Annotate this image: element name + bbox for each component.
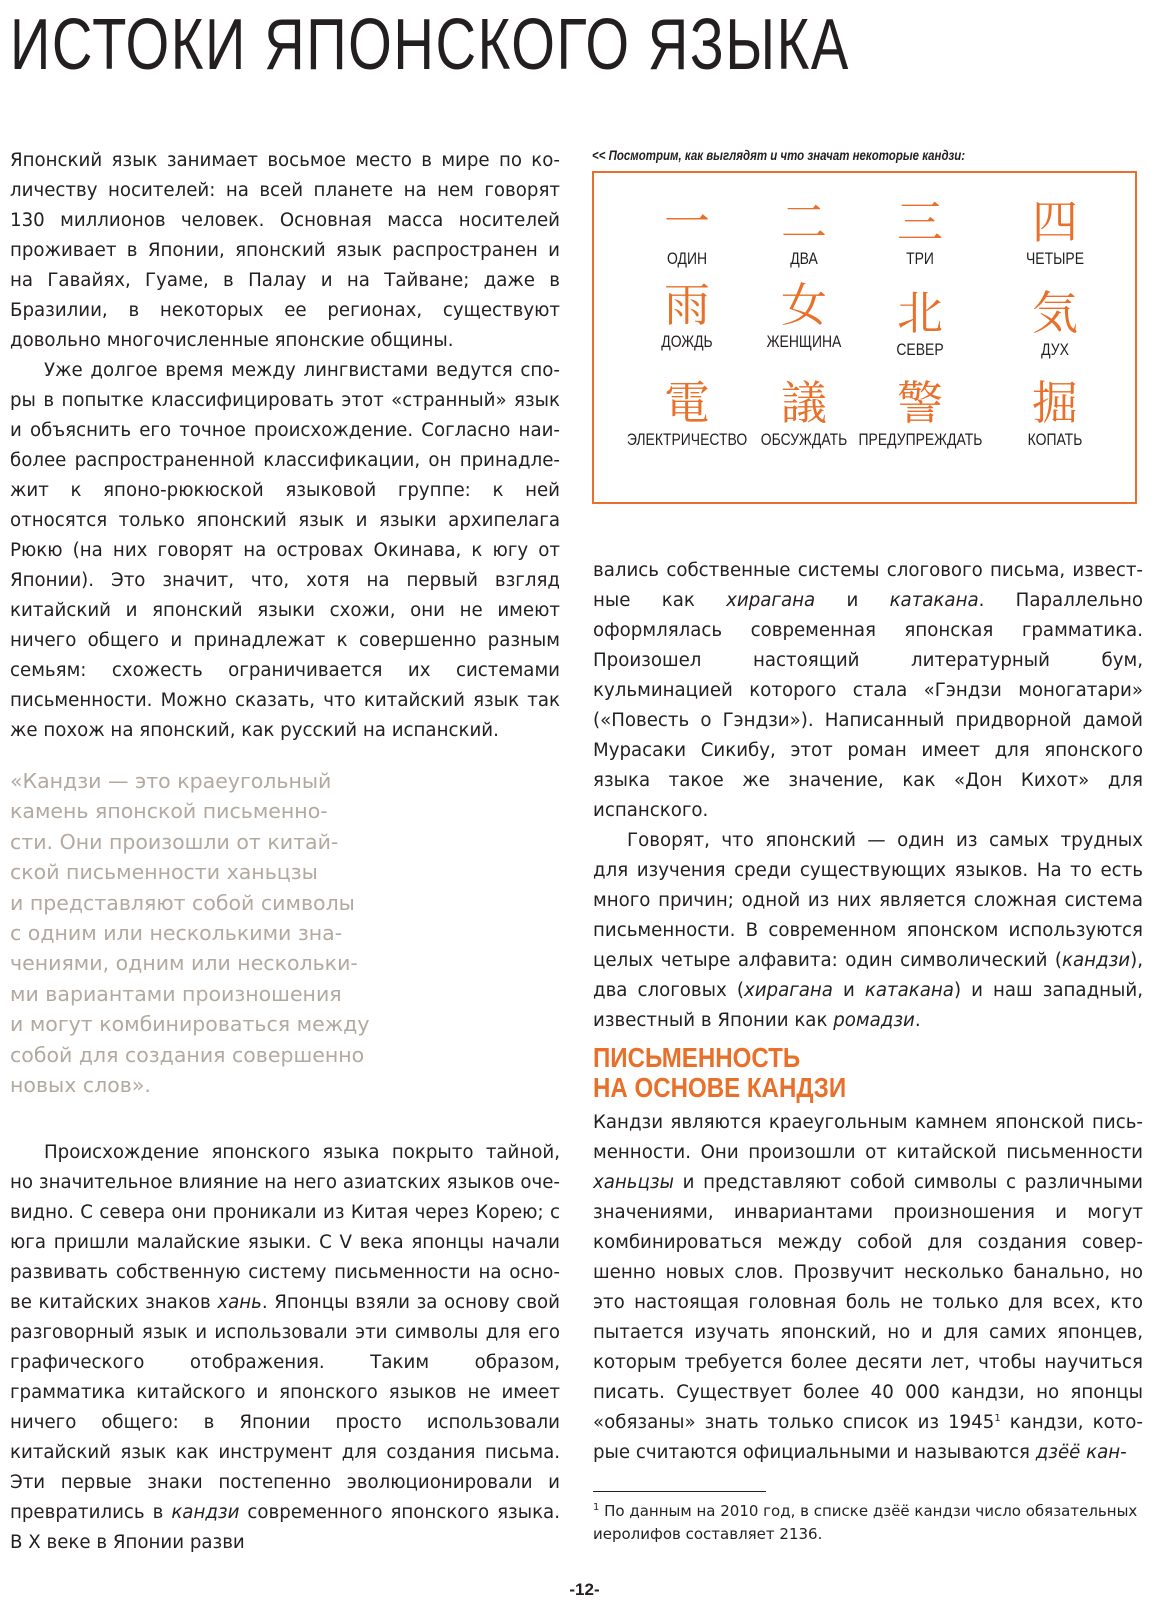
kanji-character: 北 xyxy=(897,286,943,340)
kanji-character: 女 xyxy=(781,278,827,332)
kanji-meaning: ОБСУЖДАТЬ xyxy=(760,430,848,449)
body-text-right-bottom xyxy=(593,1108,1143,1468)
paragraph: Говорят, что японский — один из самых трудных для изучения среди существующих языков. На то есть много причин; одной из них является сложная система письменности. В современном японском используются целых четыре алфавита: один символический (кандзи), два слоговых (хирагана и катакана) и наш западный, известный в Японии как ромадзи. xyxy=(593,830,1144,1031)
page-number: -12- xyxy=(569,1580,600,1599)
kanji-item xyxy=(980,376,1130,450)
kanji-meaning: КОПАТЬ xyxy=(1027,430,1083,449)
kanji-meaning: ДОЖДЬ xyxy=(661,332,713,351)
kanji-meaning: ЧЕТЫРЕ xyxy=(1025,249,1085,268)
kanji-character: 気 xyxy=(1032,286,1078,340)
body-text-left-bottom xyxy=(10,1138,560,1558)
kanji-box-caption: << Посмотрим, как выглядят и что значат некоторые кандзи: xyxy=(592,147,966,163)
kanji-meaning: ЖЕНЩИНА xyxy=(766,332,842,351)
kanji-meaning: ПРЕДУПРЕЖДАТЬ xyxy=(858,430,983,449)
paragraph: Уже долгое время между лингвистами ведутся споры в попытке классифицировать этот «странный» язык и объяснить его точное происхождение. Согласно наиболее распространенной классификации, он принадлежит к японо-рюкюской языковой группе: к ней относятся только японский язык и языки архипелага Рюкю (на них говорят на островах Окинава, к югу от Японии). Это значит, что, хотя на первый взгляд китайский и японский языки схожи, они не имеют ничего общего и принадлежат к совершенно разным семьям: схожесть ограничивается их системами письменности. Можно сказать, что китайский язык так же похож на японский, как русский на испанский. xyxy=(10,360,560,741)
kanji-item xyxy=(845,195,995,269)
page-title: ИСТОКИ ЯПОНСКОГО ЯЗЫКА xyxy=(10,5,850,85)
kanji-character: 四 xyxy=(1032,195,1078,249)
footnote-text: По данным на 2010 год, в списке дзёё кандзи число обязательных иеролифов составляет 2136. xyxy=(593,1502,1138,1543)
footnote-divider xyxy=(593,1491,766,1492)
body-text-left-top xyxy=(10,146,560,746)
kanji-item xyxy=(980,195,1130,269)
kanji-character: 二 xyxy=(781,195,827,249)
kanji-character: 雨 xyxy=(664,278,710,332)
kanji-character: 警 xyxy=(897,376,943,430)
kanji-item xyxy=(845,286,995,360)
section-heading-line: НА ОСНОВЕ КАНДЗИ xyxy=(593,1072,847,1103)
kanji-box xyxy=(592,171,1137,504)
kanji-item xyxy=(845,376,995,450)
kanji-item xyxy=(980,286,1130,360)
kanji-meaning: ТРИ xyxy=(906,249,934,268)
paragraph: Происхождение японского языка покрыто тайной, но значительное влияние на него азиатских языков очевидно. С севера они проникали из Китая через Корею; с юга пришли малайские языки. С V века японцы начали развивать собственную систему письменности на основе китайских знаков хань. Японцы взяли за основу свой разговорный язык и использовали эти символы для его графического отображения. Таким образом, грамматика китайского и японского языков не имеет ничего общего: в Японии просто использовали китайский язык как инструмент для создания письма. Эти первые знаки постепенно эволюционировали и превратились в кандзи современного японского языка. В X веке в Японии разви xyxy=(10,1142,560,1553)
kanji-meaning: ДУХ xyxy=(1041,340,1069,359)
kanji-meaning: ОДИН xyxy=(666,249,708,268)
kanji-meaning: СЕВЕР xyxy=(896,340,944,359)
section-heading xyxy=(593,1043,846,1103)
kanji-meaning: ДВА xyxy=(790,249,818,268)
kanji-meaning: ЭЛЕКТРИЧЕСТВО xyxy=(626,430,748,449)
paragraph: вались собственные системы слогового письма, известные как хирагана и катакана. Параллельно оформлялась современная японская грамматика. Произошел настоящий литературный бум, кульминацией которого стала «Гэндзи моногатари» («Повесть о Гэндзи»). Написанный придворной дамой Мурасаки Сикибу, этот роман имеет для японского языка такое же значение, как «Дон Кихот» для испанского. xyxy=(593,560,1143,821)
paragraph: Кандзи являются краеугольным камнем японской письменности. Они произошли от китайской письменности ханьцзы и представляют собой символы с различными значениями, инвариантами произношения и могут комбинироваться между собой для создания совершенно новых слов. Прозвучит несколько банально, но это настоящая головная боль не только для всех, кто пытается изучать японский, но и для самих японцев, которым требуется более десяти лет, чтобы научиться писать. Существует более 40 000 кандзи, но японцы «обязаны» знать только список из 1945$^1$ кандзи, которые считаются официальными и называются дзёё кан- xyxy=(593,1112,1143,1463)
section-heading-line: ПИСЬМЕННОСТЬ xyxy=(593,1042,801,1073)
paragraph: Японский язык занимает восьмое место в мире по количеству носителей: на всей планете на нем говорят 130 миллионов человек. Основная масса носителей проживает в Японии, японский язык распространен и на Гавайях, Гуаме, в Палау и на Тайване; даже в Бразилии, в некоторых ее регионах, существуют довольно многочисленные японские общины. xyxy=(10,150,560,351)
kanji-character: 三 xyxy=(897,195,943,249)
kanji-character: 掘 xyxy=(1032,376,1078,430)
body-text-right-top xyxy=(593,556,1143,1036)
kanji-character: 電 xyxy=(664,376,710,430)
footnote xyxy=(593,1500,1148,1546)
footnote-mark: 1 xyxy=(593,1502,600,1513)
kanji-character: 一 xyxy=(664,195,710,249)
footnote-reference: 1 xyxy=(994,1412,1001,1424)
pull-quote: «Кандзи — это краеугольный камень японской письменно- сти. Они произошли от китай- ской письменности ханьцзы и представляют собой символы с одним или несколькими зна- чениями, одним или нескольки- ми вариантами произношения и могут комбинироваться между собой для создания совершенно новых слов». xyxy=(10,769,370,1098)
kanji-character: 議 xyxy=(781,376,827,430)
